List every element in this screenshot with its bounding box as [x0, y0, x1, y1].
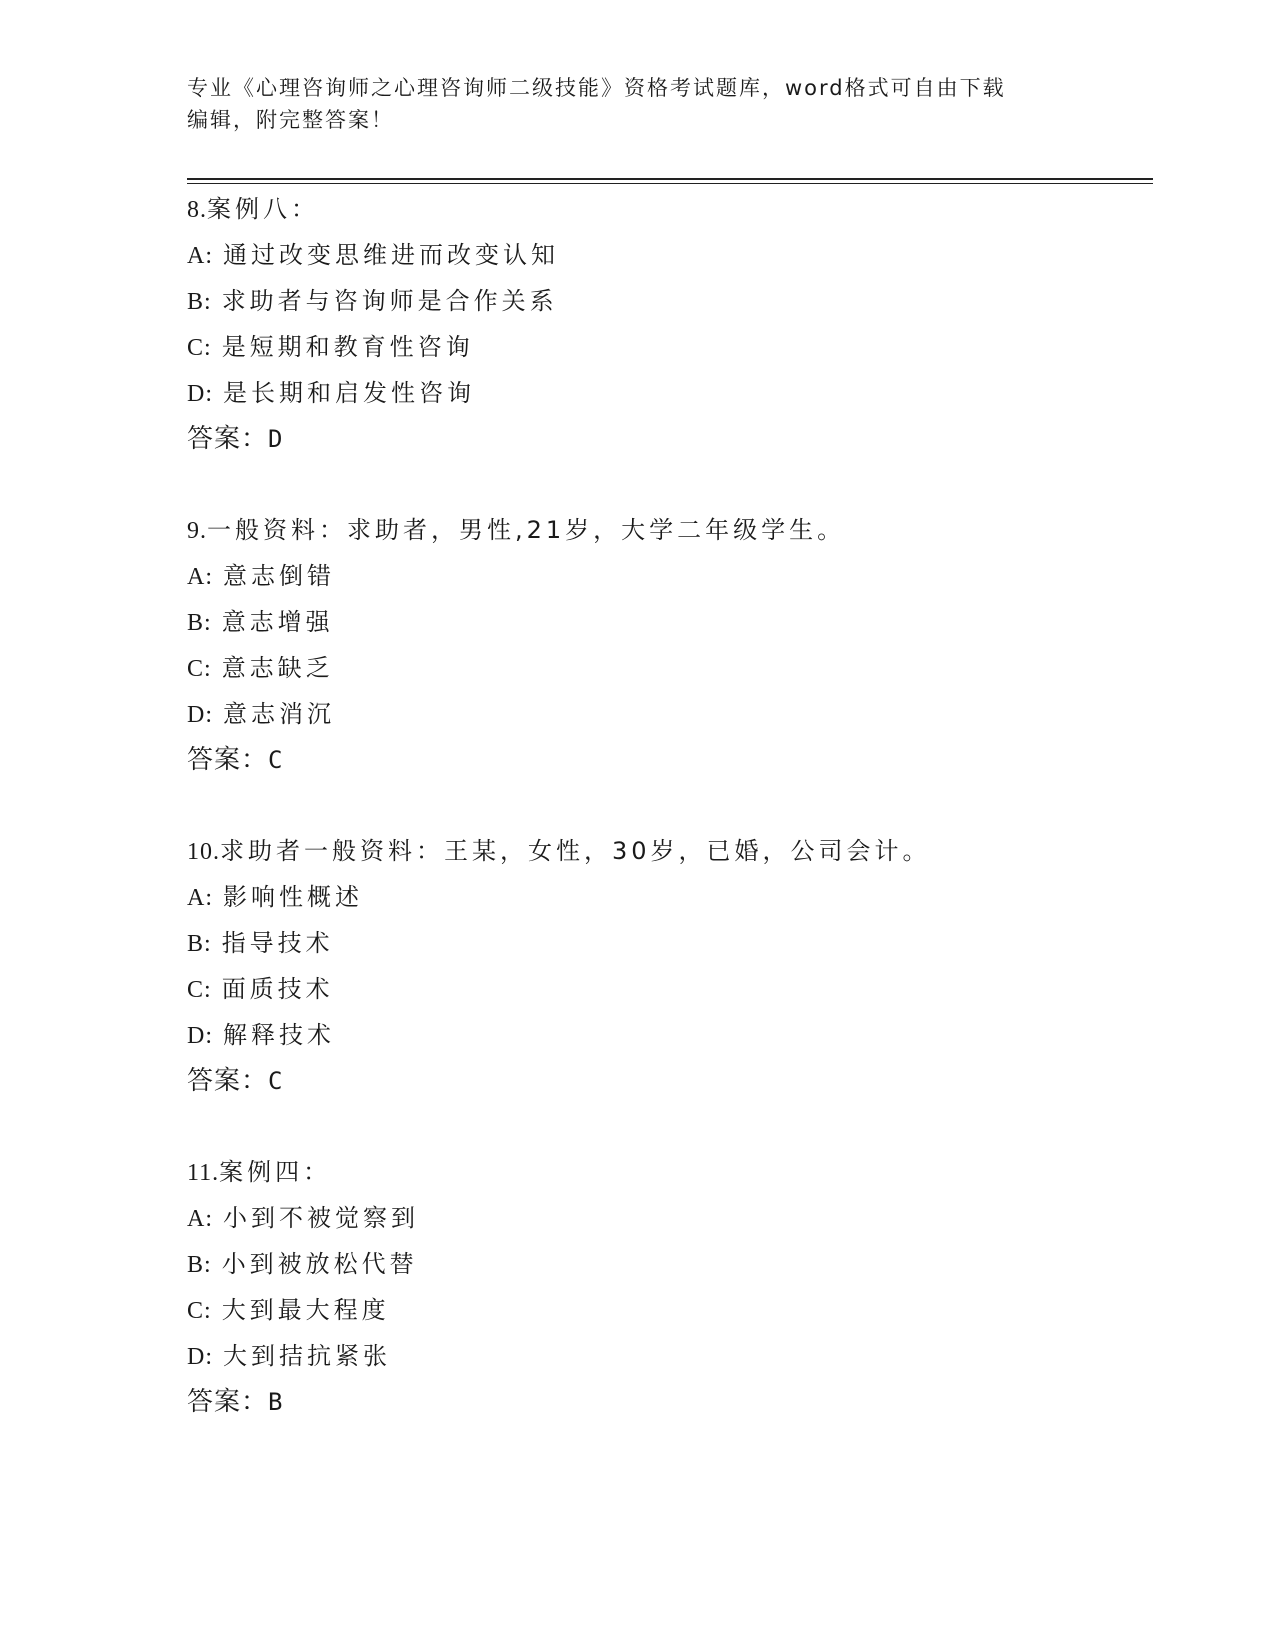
option-text: 小到被放松代替 [221, 1250, 418, 1278]
answer-line [187, 416, 1147, 462]
option-c [187, 645, 1147, 691]
question-list [187, 186, 1147, 1470]
question-text: 案例四： [219, 1158, 332, 1186]
question-stem [187, 186, 1147, 232]
question-number: 11. [187, 1160, 220, 1186]
answer-label: 答案： [187, 424, 269, 454]
option-letter: B: [187, 289, 212, 315]
option-text: 通过改变思维进而改变认知 [223, 241, 559, 269]
option-a [187, 553, 1147, 599]
option-letter: C: [187, 1298, 212, 1324]
option-a [187, 1195, 1147, 1241]
option-b [187, 599, 1147, 645]
question-item [187, 507, 1147, 783]
option-text: 小到不被觉察到 [223, 1204, 419, 1232]
option-text: 意志缺乏 [221, 654, 334, 682]
question-stem [187, 828, 1147, 874]
answer-label: 答案： [187, 745, 269, 775]
option-d [187, 1012, 1147, 1058]
answer-value: B [268, 1388, 284, 1416]
option-text: 求助者与咨询师是合作关系 [221, 287, 558, 315]
answer-line [187, 1379, 1147, 1425]
answer-label: 答案： [187, 1066, 269, 1096]
option-d [187, 1333, 1147, 1379]
question-text: 一般资料：求助者，男性,21岁，大学二年级学生。 [207, 516, 846, 544]
option-letter: D: [187, 1344, 213, 1370]
option-letter: B: [187, 610, 212, 636]
option-letter: A: [187, 564, 213, 590]
option-letter: D: [187, 381, 213, 407]
option-letter: C: [187, 656, 212, 682]
option-text: 大到最大程度 [221, 1296, 390, 1324]
option-d [187, 691, 1147, 737]
option-letter: C: [187, 335, 212, 361]
question-item [187, 828, 1147, 1104]
option-text: 意志增强 [221, 608, 334, 636]
question-text: 求助者一般资料：王某，女性，30岁，已婚，公司会计。 [220, 837, 931, 865]
option-text: 是长期和启发性咨询 [223, 379, 475, 407]
option-a [187, 232, 1147, 278]
question-stem [187, 507, 1147, 553]
option-letter: B: [187, 931, 212, 957]
question-text: 案例八： [207, 195, 319, 223]
question-number: 8. [187, 197, 207, 223]
option-b [187, 278, 1147, 324]
option-text: 意志倒错 [223, 562, 335, 590]
option-text: 指导技术 [221, 929, 334, 957]
option-text: 大到拮抗紧张 [223, 1342, 391, 1370]
option-letter: C: [187, 977, 212, 1003]
option-c [187, 966, 1147, 1012]
header-divider-thick [187, 178, 1153, 180]
answer-label: 答案： [187, 1387, 269, 1417]
option-c [187, 1287, 1147, 1333]
option-text: 是短期和教育性咨询 [221, 333, 474, 361]
option-text: 解释技术 [223, 1021, 335, 1049]
option-c [187, 324, 1147, 370]
option-d [187, 370, 1147, 416]
header-line-2: 编辑，附完整答案！ [187, 108, 394, 132]
option-b [187, 920, 1147, 966]
option-letter: A: [187, 885, 213, 911]
answer-value: C [268, 1067, 284, 1095]
option-letter: D: [187, 1023, 213, 1049]
question-stem [187, 1149, 1147, 1195]
question-item [187, 186, 1147, 462]
answer-line [187, 737, 1147, 783]
option-letter: B: [187, 1252, 212, 1278]
answer-value: C [268, 746, 284, 774]
option-text: 影响性概述 [223, 883, 363, 911]
header-line-1: 专业《心理咨询师之心理咨询师二级技能》资格考试题库，word格式可自由下载 [187, 76, 1006, 100]
option-letter: A: [187, 243, 213, 269]
question-item [187, 1149, 1147, 1425]
option-letter: A: [187, 1206, 213, 1232]
option-text: 意志消沉 [223, 700, 335, 728]
question-number: 10. [187, 839, 220, 865]
header-divider-thin [187, 183, 1153, 184]
document-header [187, 72, 1067, 136]
question-number: 9. [187, 518, 207, 544]
option-text: 面质技术 [221, 975, 334, 1003]
answer-line [187, 1058, 1147, 1104]
answer-value: D [268, 425, 284, 453]
option-letter: D: [187, 702, 213, 728]
option-b [187, 1241, 1147, 1287]
option-a [187, 874, 1147, 920]
